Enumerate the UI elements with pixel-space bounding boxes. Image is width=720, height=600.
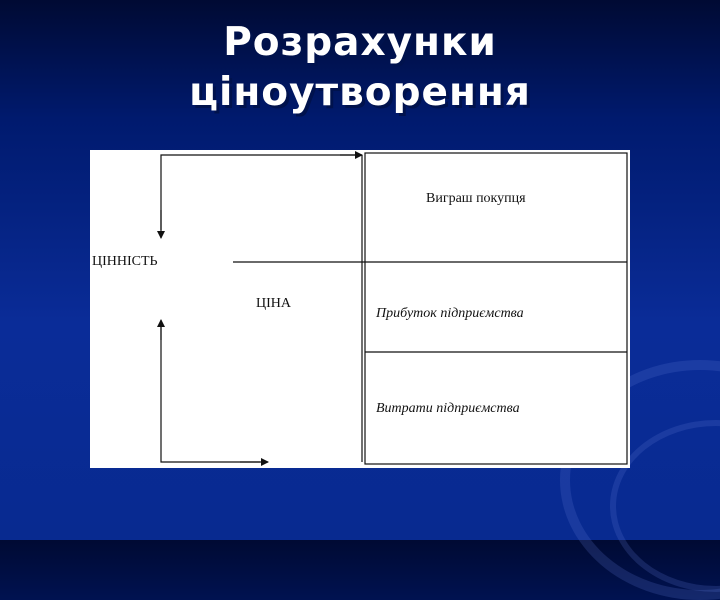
price-label: ЦІНА: [256, 296, 291, 311]
segment-buyer-gain: Виграш покупця: [426, 191, 526, 206]
segment-company-costs: Витрати підприємства: [376, 401, 520, 416]
diagram-lines: [90, 150, 630, 468]
pricing-diagram: [90, 150, 630, 468]
title-line-1: Розрахунки: [223, 20, 497, 65]
top-bracket: [161, 155, 358, 230]
title-line-2: ціноутворення: [189, 70, 531, 115]
bottom-bracket: [161, 322, 260, 462]
value-label: ЦІННІСТЬ: [92, 254, 158, 269]
segment-company-profit: Прибуток підприємства: [376, 306, 524, 321]
slide-title: [0, 18, 720, 118]
